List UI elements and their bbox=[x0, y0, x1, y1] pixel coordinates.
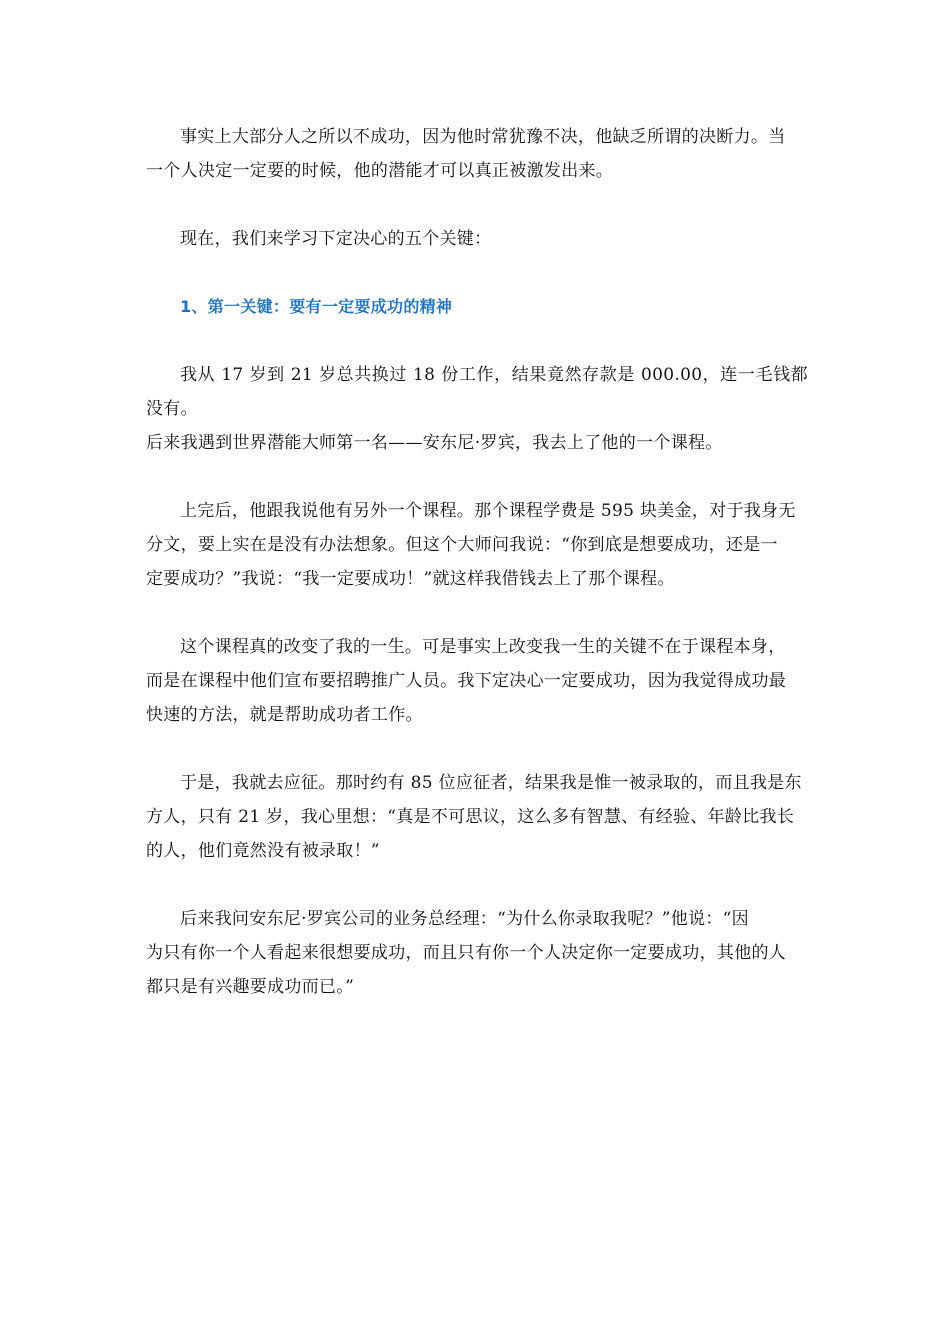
text-line: 于是，我就去应征。那时约有 85 位应征者，结果我是惟一被录取的，而且我是东 bbox=[180, 773, 802, 793]
text-line: 上完后，他跟我说他有另外一个课程。那个课程学费是 595 块美金，对于我身无 bbox=[180, 501, 796, 521]
paragraph-manager-answer bbox=[146, 902, 808, 1004]
heading-text: 1、第一关键：要有一定要成功的精神 bbox=[180, 297, 453, 316]
paragraph-five-keys bbox=[146, 222, 808, 256]
text-line: 这个课程真的改变了我的一生。可是事实上改变我一生的关键不在于课程本身， bbox=[180, 637, 786, 657]
text-line: 方人，只有 21 岁，我心里想：“真是不可思议，这么多有智慧、有经验、年龄比我长 bbox=[146, 807, 795, 827]
paragraph-jobs bbox=[146, 358, 808, 460]
text-line: 我从 17 岁到 21 岁总共换过 18 份工作，结果竟然存款是 000.00，连一毛钱都没有。 bbox=[146, 365, 808, 419]
document-page bbox=[146, 120, 808, 1038]
text-line: 分文，要上实在是没有办法想象。但这个大师问我说：“你到底是想要成功，还是一 bbox=[146, 535, 778, 555]
section-heading-first-key bbox=[146, 290, 808, 324]
paragraph-course bbox=[146, 494, 808, 596]
text-line: 事实上大部分人之所以不成功，因为他时常犹豫不决，他缺乏所谓的决断力。当 bbox=[180, 127, 786, 147]
text-line: 都只是有兴趣要成功而已。” bbox=[146, 977, 355, 997]
paragraph-application bbox=[146, 766, 808, 868]
text-line: 定要成功？”我说：“我一定要成功！”就这样我借钱去上了那个课程。 bbox=[146, 569, 675, 589]
text-line: 后来我问安东尼·罗宾公司的业务总经理：“为什么你录取我呢？”他说：“因 bbox=[180, 909, 749, 929]
text-line: 而是在课程中他们宣布要招聘推广人员。我下定决心一定要成功，因为我觉得成功最 bbox=[146, 671, 787, 691]
text-line: 为只有你一个人看起来很想要成功，而且只有你一个人决定你一定要成功，其他的人 bbox=[146, 943, 787, 963]
text-line: 的人，他们竟然没有被录取！” bbox=[146, 841, 380, 861]
text-line: 一个人决定一定要的时候，他的潜能才可以真正被激发出来。 bbox=[146, 161, 614, 181]
paragraph-life-change bbox=[146, 630, 808, 732]
text-line: 快速的方法，就是帮助成功者工作。 bbox=[146, 705, 423, 725]
text-line: 后来我遇到世界潜能大师第一名——安东尼·罗宾，我去上了他的一个课程。 bbox=[146, 433, 723, 453]
text-line: 现在，我们来学习下定决心的五个关键： bbox=[180, 229, 492, 249]
paragraph-intro bbox=[146, 120, 808, 188]
